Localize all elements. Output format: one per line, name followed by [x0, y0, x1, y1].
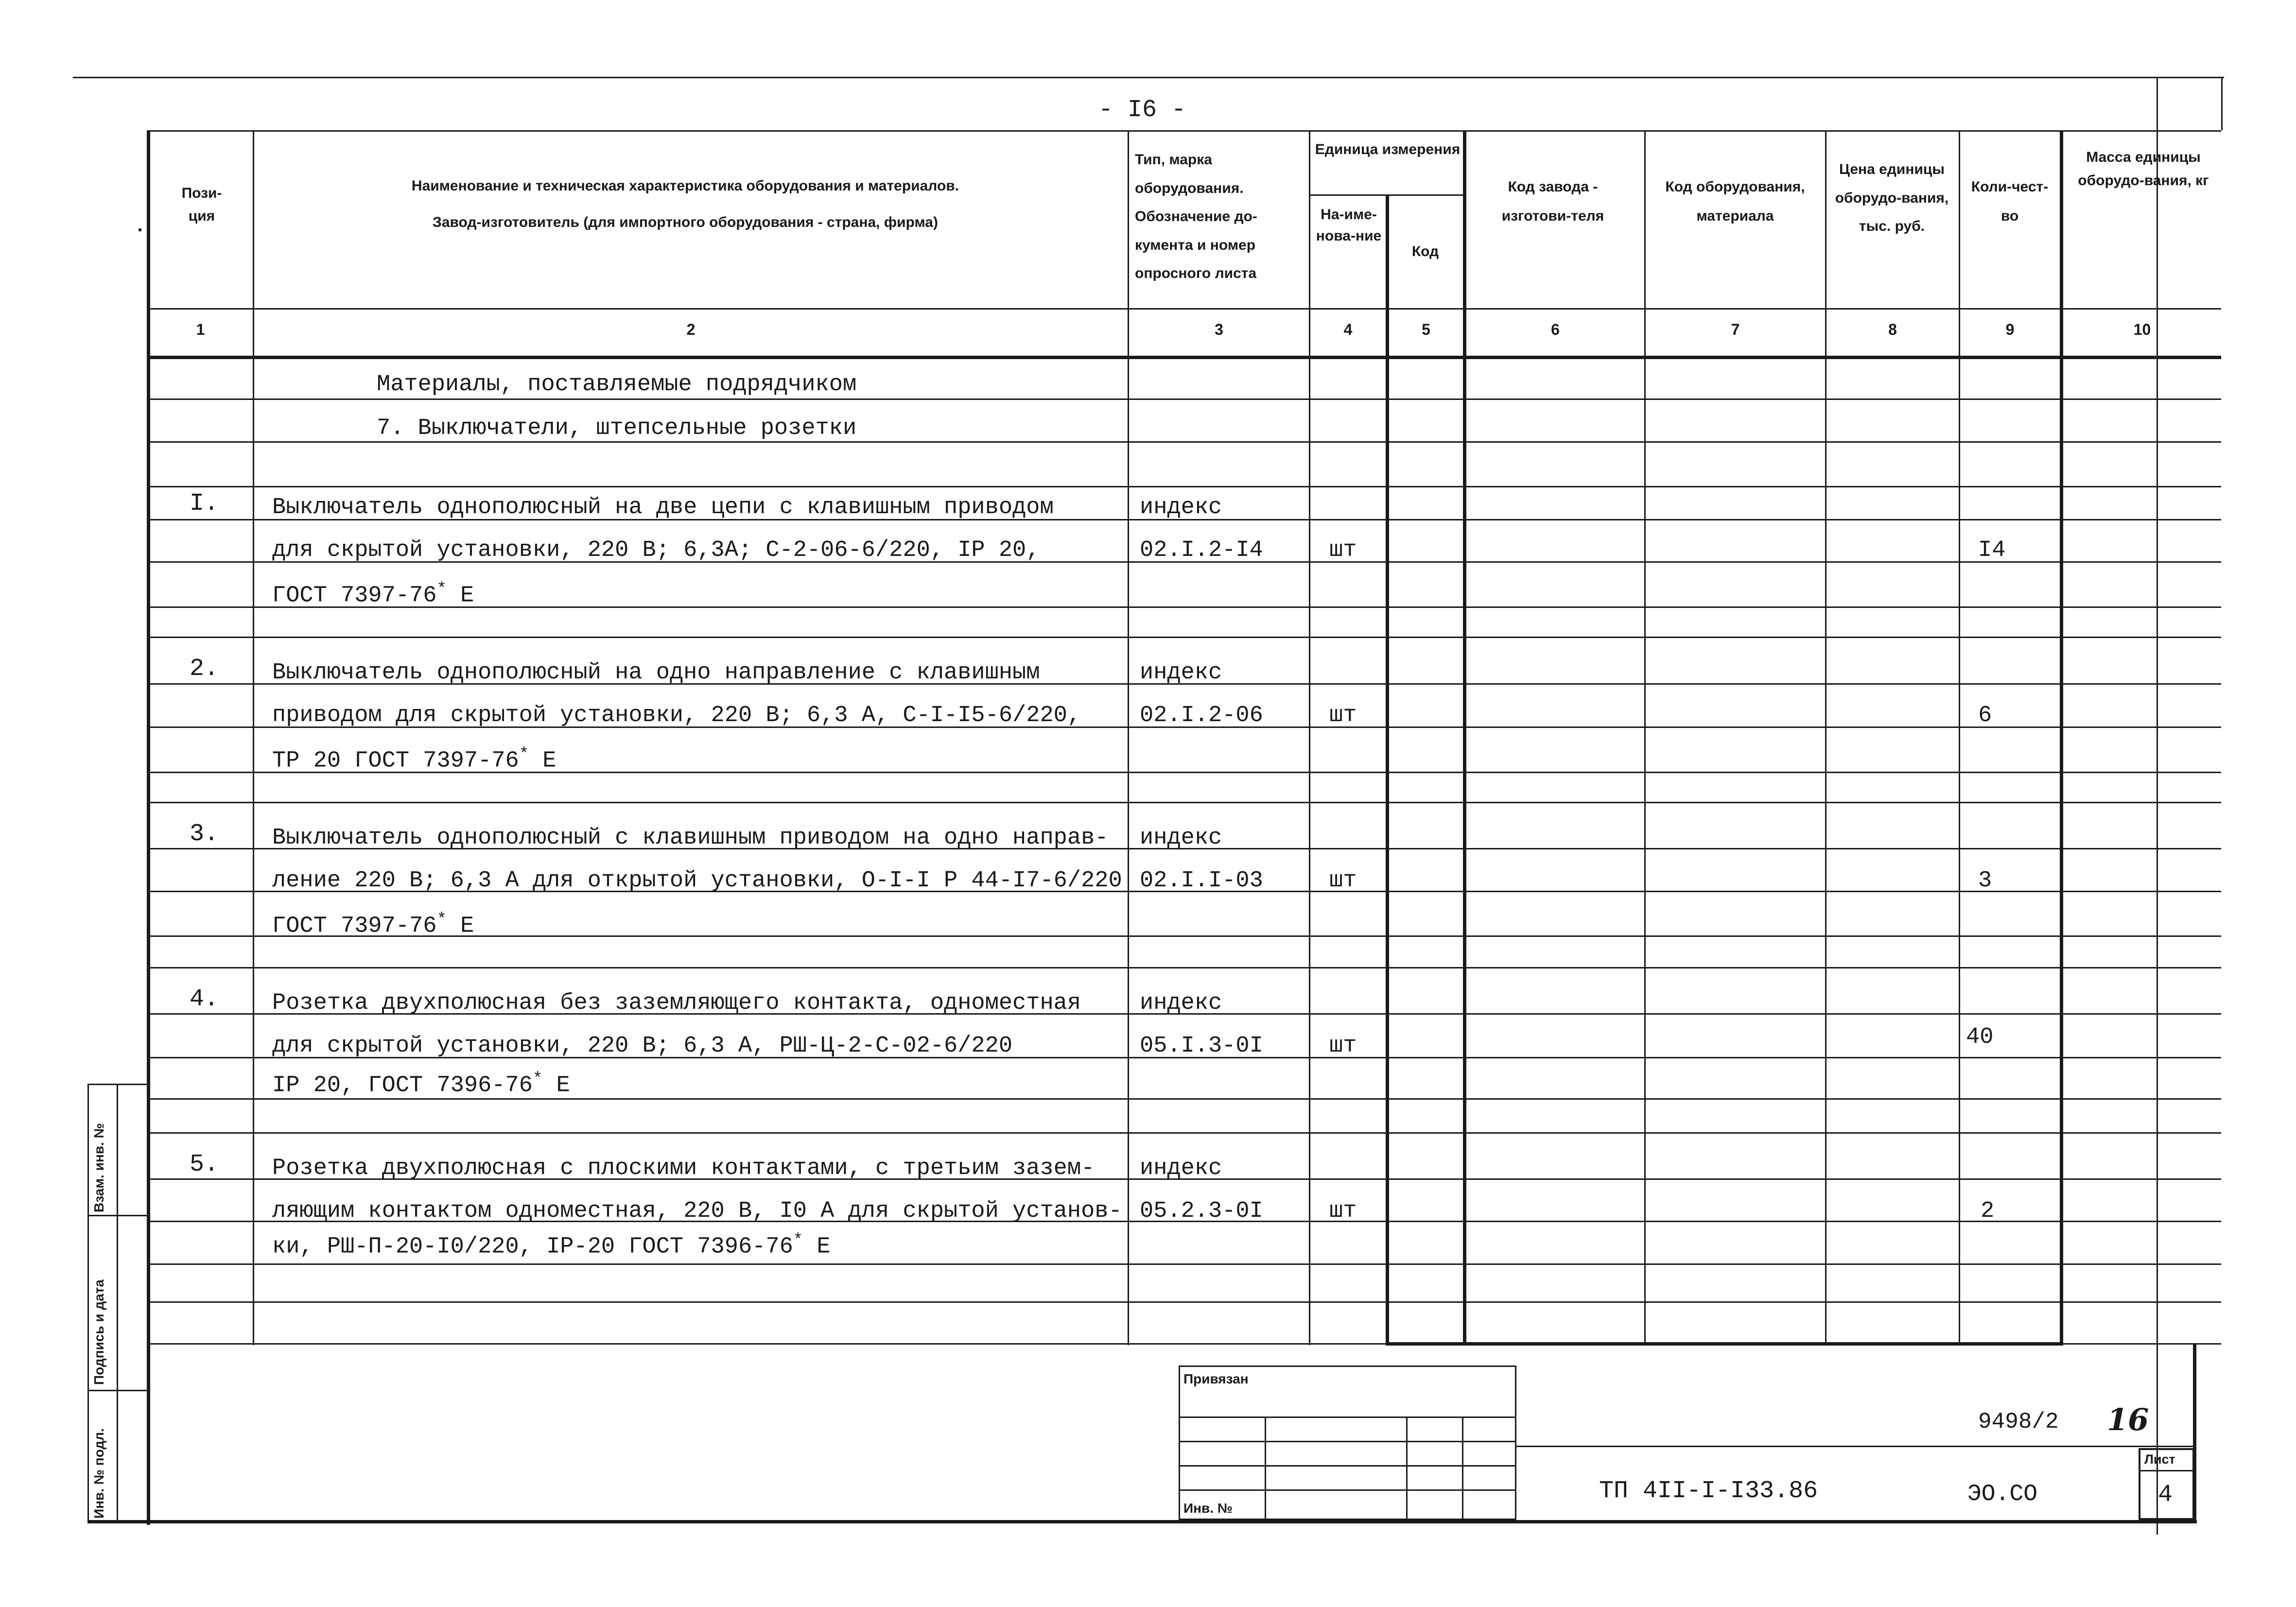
header-name-line2: Завод-изготовитель (для импортного оборудования - страна, фирма): [433, 214, 938, 230]
colnum-7: 7: [1731, 321, 1740, 338]
item-type-code: 02.I.I-03: [1140, 868, 1263, 894]
top-border: [73, 77, 2224, 78]
item-position: 4.: [190, 985, 219, 1013]
item-quantity: 6: [1978, 703, 1992, 728]
table-body-bottom-right: [2061, 1343, 2221, 1345]
item-type-label: индекс: [1140, 495, 1222, 520]
item-quantity: I4: [1978, 537, 2006, 563]
doc-code: ТП 4II-I-I33.86: [1599, 1477, 1818, 1505]
col-sep-2: [1128, 130, 1129, 1345]
item-quantity: 3: [1978, 868, 1992, 894]
frame-right-inner: [2221, 77, 2223, 130]
item-type-code: 02.I.2-I4: [1140, 537, 1263, 563]
side-strip-right: [147, 1084, 150, 1521]
item-type-code: 05.2.3-0I: [1140, 1198, 1263, 1224]
handwritten-sheet-number: 16: [2107, 1402, 2149, 1437]
side-label-podpis: Подпись и дата: [91, 1279, 106, 1385]
item-description-line: Выключатель однополюсный на одно направление с клавишным: [272, 660, 1040, 686]
col-sep-3: [1309, 130, 1310, 1345]
superscript-star: *: [519, 745, 529, 764]
subsection-title: 7. Выключатели, штепсельные розетки: [377, 415, 857, 441]
colnum-8: 8: [1888, 321, 1897, 338]
title-block-top: [1516, 1446, 2194, 1447]
superscript-star: *: [436, 580, 447, 599]
table-row: [148, 1301, 2221, 1303]
superscript-star: *: [793, 1231, 803, 1250]
item-position: 3.: [190, 820, 219, 848]
frame-bottom: [87, 1520, 2197, 1523]
item-type-label: индекс: [1140, 660, 1222, 686]
sheet-box-divider: [2139, 1470, 2194, 1471]
inv-no-label: Инв. №: [1183, 1501, 1233, 1516]
item-description-line: ки, РШ-П-20-I0/220, IР-20 ГОСТ 7396-76* Е: [272, 1231, 831, 1260]
table-row: [148, 441, 2221, 443]
table-row: [148, 398, 2221, 400]
sheet-label: Лист: [2144, 1452, 2175, 1467]
privyazan-label: Привязан: [1183, 1371, 1249, 1386]
table-row: [148, 967, 2221, 968]
colnum-6: 6: [1551, 321, 1560, 338]
colnum-bottom-line: [148, 356, 2221, 359]
item-description-line: ление 220 В; 6,3 А для открытой установки, О-I-I Р 44-I7-6/220: [272, 868, 1122, 894]
item-type-label: индекс: [1140, 990, 1222, 1016]
table-top-border: [148, 130, 2221, 132]
item-unit: шт: [1329, 537, 1357, 563]
privyazan-col-3: [1462, 1417, 1463, 1520]
unit-group-divider: [1309, 194, 1463, 196]
header-unit-name: На-име-нова-ние: [1316, 207, 1382, 244]
item-description-line: для скрытой установки, 220 В; 6,3 А, РШ-Ц-2-С-02-6/220: [272, 1033, 1013, 1059]
privyazan-col-1: [1265, 1417, 1266, 1520]
header-equipment-code: Код оборудования, материала: [1665, 179, 1805, 224]
header-mass: Масса единицы оборудо-вания, кг: [2078, 149, 2209, 189]
superscript-star: *: [532, 1070, 543, 1089]
table-row: [148, 637, 2221, 638]
header-factory-code: Код завода - изготови-теля: [1501, 179, 1604, 224]
privyazan-row-4: [1179, 1489, 1516, 1491]
item-description-line: Розетка двухполюсная без заземляющего контакта, одноместная: [272, 990, 1081, 1016]
privyazan-box: [1179, 1365, 1516, 1520]
sheet-number: 4: [2158, 1481, 2173, 1509]
table-row: [148, 1132, 2221, 1134]
privyazan-row-3: [1179, 1465, 1516, 1467]
sheet-code: ЭО.СО: [1967, 1481, 2038, 1507]
privyazan-row-2: [1179, 1441, 1516, 1442]
item-description-line: ГОСТ 7397-76* Е: [272, 580, 474, 609]
header-unit-group: Единица измерения: [1315, 141, 1461, 157]
stamp-top-line: [148, 1343, 1179, 1345]
side-label-inv-podl: Инв. № подл.: [91, 1428, 106, 1519]
colnum-9: 9: [2005, 321, 2015, 338]
side-label-vzam: Взам. инв. №: [91, 1123, 106, 1212]
header-price: Цена единицы оборудо-вания, тыс. руб.: [1835, 161, 1949, 234]
item-description-line: для скрытой установки, 220 В; 6,3А; С-2-06-6/220, IР 20,: [272, 537, 1040, 563]
item-description-line: приводом для скрытой установки, 220 В; 6,3 А, С-I-I5-6/220,: [272, 703, 1081, 728]
item-unit: шт: [1329, 868, 1357, 894]
item-quantity: 40: [1966, 1024, 1994, 1050]
col-sep-8: [1959, 130, 1960, 1345]
colnum-10: 10: [2133, 321, 2151, 338]
item-type-code: 05.I.3-0I: [1140, 1033, 1263, 1059]
item-position: 2.: [190, 655, 219, 683]
item-description-line: Выключатель однополюсный с клавишным приводом на одно направ-: [272, 825, 1109, 851]
page-number: - I6 -: [1098, 96, 1186, 124]
header-name: [272, 175, 1098, 234]
col-sep-6: [1644, 130, 1646, 1345]
item-position: 5.: [190, 1151, 219, 1178]
item-type-label: индекс: [1140, 1156, 1222, 1181]
superscript-star: *: [436, 911, 447, 929]
colnum-2: 2: [686, 321, 696, 338]
col-sep-5: [1463, 130, 1466, 1345]
col-sep-7: [1825, 130, 1826, 1345]
col-sep-1: [253, 130, 254, 1345]
colnum-1: 1: [196, 321, 205, 338]
table-body-bottom: [1386, 1342, 2063, 1346]
section-title: Материалы, поставляемые подрядчиком: [377, 372, 857, 397]
privyazan-row-1: [1179, 1417, 1516, 1418]
item-unit: шт: [1329, 1198, 1357, 1224]
side-strip-mid: [117, 1084, 118, 1521]
item-type-code: 02.I.2-06: [1140, 703, 1263, 728]
header-unit-code: Код: [1411, 243, 1439, 259]
item-description-line: IР 20, ГОСТ 7396-76* Е: [272, 1070, 570, 1099]
header-position-text: Пози- ция: [181, 185, 222, 224]
side-strip-left: [87, 1084, 89, 1521]
margin-dot: [139, 228, 141, 231]
header-type: Тип, марка оборудования. Обозначение до-кумента и номер опросного листа: [1135, 152, 1257, 281]
item-description-line: Выключатель однополюсный на две цепи с клавишным приводом: [272, 495, 1054, 520]
item-description-line: ГОСТ 7397-76* Е: [272, 911, 474, 939]
table-row: [148, 802, 2221, 803]
col-sep-9: [2060, 130, 2063, 1345]
item-position: I.: [190, 490, 219, 518]
album-code: 9498/2: [1978, 1409, 2059, 1434]
item-quantity: 2: [1981, 1198, 1995, 1224]
privyazan-col-2: [1406, 1417, 1408, 1520]
colnum-5: 5: [1422, 321, 1430, 338]
item-description-line: ляющим контактом одноместная, 220 В, I0 А для скрытой установ-: [272, 1198, 1122, 1224]
frame-right-outer: [2157, 77, 2158, 1535]
header-name-line1: Наименование и техническая характеристика оборудования и материалов.: [411, 178, 959, 194]
item-description-line: ТР 20 ГОСТ 7397-76* Е: [272, 745, 557, 774]
col-sep-4: [1386, 194, 1389, 1345]
item-description-line: Розетка двухполюсная с плоскими контактами, с третьим зазем-: [272, 1156, 1095, 1181]
header-bottom-line: [148, 308, 2221, 310]
table-row: [148, 1263, 2221, 1265]
header-position: [160, 182, 243, 227]
item-unit: шт: [1329, 703, 1357, 728]
item-type-label: индекс: [1140, 825, 1222, 851]
table-row: [148, 486, 2221, 487]
colnum-3: 3: [1215, 321, 1223, 338]
colnum-4: 4: [1343, 321, 1353, 338]
item-unit: шт: [1329, 1033, 1357, 1059]
header-quantity: Коли-чест-во: [1971, 179, 2049, 224]
